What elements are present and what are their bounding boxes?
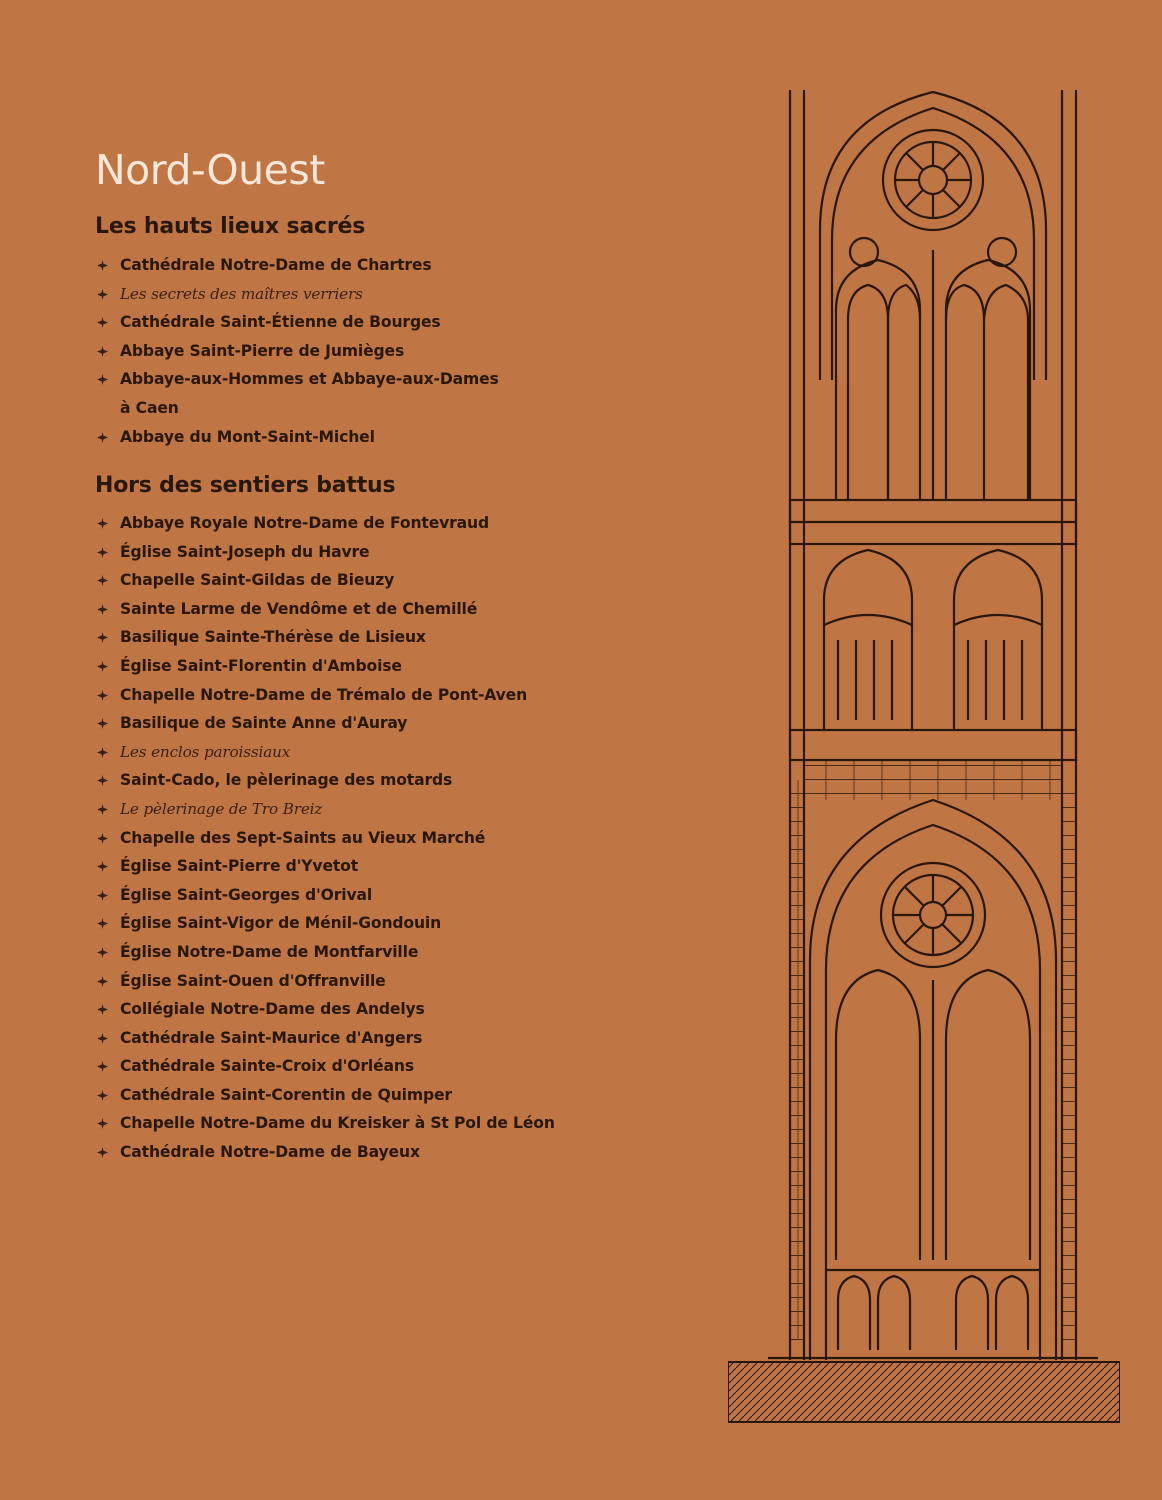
cross-pattee-icon [97,632,108,643]
section-heading-hauts-lieux: Les hauts lieux sacrés [95,214,366,239]
list-item [95,709,565,738]
list-item [95,824,565,853]
cross-pattee-icon [97,1061,108,1072]
list-item-text: Basilique Sainte-Thérèse de Lisieux [120,628,426,647]
cross-pattee-icon [97,690,108,701]
list-item [95,1109,565,1138]
cross-pattee-icon [97,661,108,672]
list-hors-sentiers [95,509,565,1167]
list-item [95,337,565,366]
list-item-text: Les secrets des maîtres verriers [120,284,363,303]
list-item-text: Saint-Cado, le pèlerinage des motards [120,771,453,790]
list-item-text-continued: à Caen [120,398,179,417]
list-item-text: Collégiale Notre-Dame des Andelys [120,1000,425,1019]
list-item [95,967,565,996]
list-item-text: Chapelle Notre-Dame du Kreisker à St Pol de Léon [120,1114,555,1133]
list-item [95,308,565,337]
list-item-text: Église Saint-Ouen d'Offranville [120,971,386,990]
list-item [95,852,565,881]
list-item-text: Cathédrale Saint-Maurice d'Angers [120,1028,423,1047]
cross-pattee-icon [97,260,108,271]
list-item-text: Cathédrale Notre-Dame de Bayeux [120,1143,420,1162]
cross-pattee-icon [97,775,108,786]
list-item-text: Cathédrale Saint-Corentin de Quimper [120,1085,452,1104]
list-item [95,566,565,595]
list-item [95,509,565,538]
cross-pattee-icon [97,317,108,328]
list-item-text: Cathédrale Notre-Dame de Chartres [120,256,432,274]
cross-pattee-icon [97,1118,108,1129]
list-item-text: Le pèlerinage de Tro Breiz [120,799,323,818]
cross-pattee-icon [97,575,108,586]
list-item-text: Cathédrale Saint-Étienne de Bourges [120,313,441,332]
list-item [95,995,565,1024]
list-item-text: Abbaye Saint-Pierre de Jumièges [120,341,405,360]
list-item [95,623,565,652]
cross-pattee-icon [97,861,108,872]
list-item [95,652,565,681]
cross-pattee-icon [97,918,108,929]
cross-pattee-icon [97,346,108,357]
list-item [95,881,565,910]
cross-pattee-icon [97,1004,108,1015]
list-item [95,280,565,309]
list-item [95,1024,565,1053]
list-item [95,795,565,824]
cross-pattee-icon [97,432,108,443]
list-item [95,1138,565,1167]
cross-pattee-icon [97,976,108,987]
cross-pattee-icon [97,374,108,385]
list-item-text: Sainte Larme de Vendôme et de Chemillé [120,599,478,618]
list-item-text: Abbaye-aux-Hommes et Abbaye-aux-Dames [120,370,499,389]
list-item-text: Abbaye du Mont-Saint-Michel [120,427,375,446]
list-item [95,1052,565,1081]
list-item [95,251,565,280]
list-item-text: Église Saint-Florentin d'Amboise [120,656,402,675]
list-item [95,423,565,452]
list-item-text: Église Saint-Pierre d'Yvetot [120,857,359,876]
cross-pattee-icon [97,804,108,815]
list-item [95,938,565,967]
list-item [95,766,565,795]
list-hauts-lieux [95,251,565,451]
page-title: Nord-Ouest [95,146,325,194]
list-item-text: Abbaye Royale Notre-Dame de Fontevraud [120,514,490,532]
list-item-text: Chapelle Saint-Gildas de Bieuzy [120,571,395,590]
list-item-text: Église Notre-Dame de Montfarville [120,942,419,961]
list-item [95,909,565,938]
list-item [95,738,565,767]
cross-pattee-icon [97,518,108,529]
section-heading-hors-sentiers: Hors des sentiers battus [95,473,396,498]
list-item-text: Chapelle des Sept-Saints au Vieux Marché [120,828,486,847]
list-item-text: Cathédrale Sainte-Croix d'Orléans [120,1057,414,1076]
cross-pattee-icon [97,747,108,758]
cross-pattee-icon [97,833,108,844]
list-item [95,365,565,422]
list-item-text: Église Saint-Joseph du Havre [120,542,370,561]
list-item-text: Basilique de Sainte Anne d'Auray [120,714,408,733]
list-item [95,538,565,567]
cross-pattee-icon [97,947,108,958]
list-item [95,595,565,624]
cross-pattee-icon [97,547,108,558]
cross-pattee-icon [97,1090,108,1101]
list-item [95,681,565,710]
cathedral-illustration [728,80,1120,1440]
cross-pattee-icon [97,289,108,300]
list-item-text: Église Saint-Vigor de Ménil-Gondouin [120,914,442,933]
list-item [95,1081,565,1110]
list-item-text: Église Saint-Georges d'Orival [120,885,373,904]
cross-pattee-icon [97,1033,108,1044]
cross-pattee-icon [97,890,108,901]
cross-pattee-icon [97,604,108,615]
cross-pattee-icon [97,718,108,729]
list-item-text: Chapelle Notre-Dame de Trémalo de Pont-Aven [120,685,528,704]
cross-pattee-icon [97,1147,108,1158]
list-item-text: Les enclos paroissiaux [120,742,291,761]
